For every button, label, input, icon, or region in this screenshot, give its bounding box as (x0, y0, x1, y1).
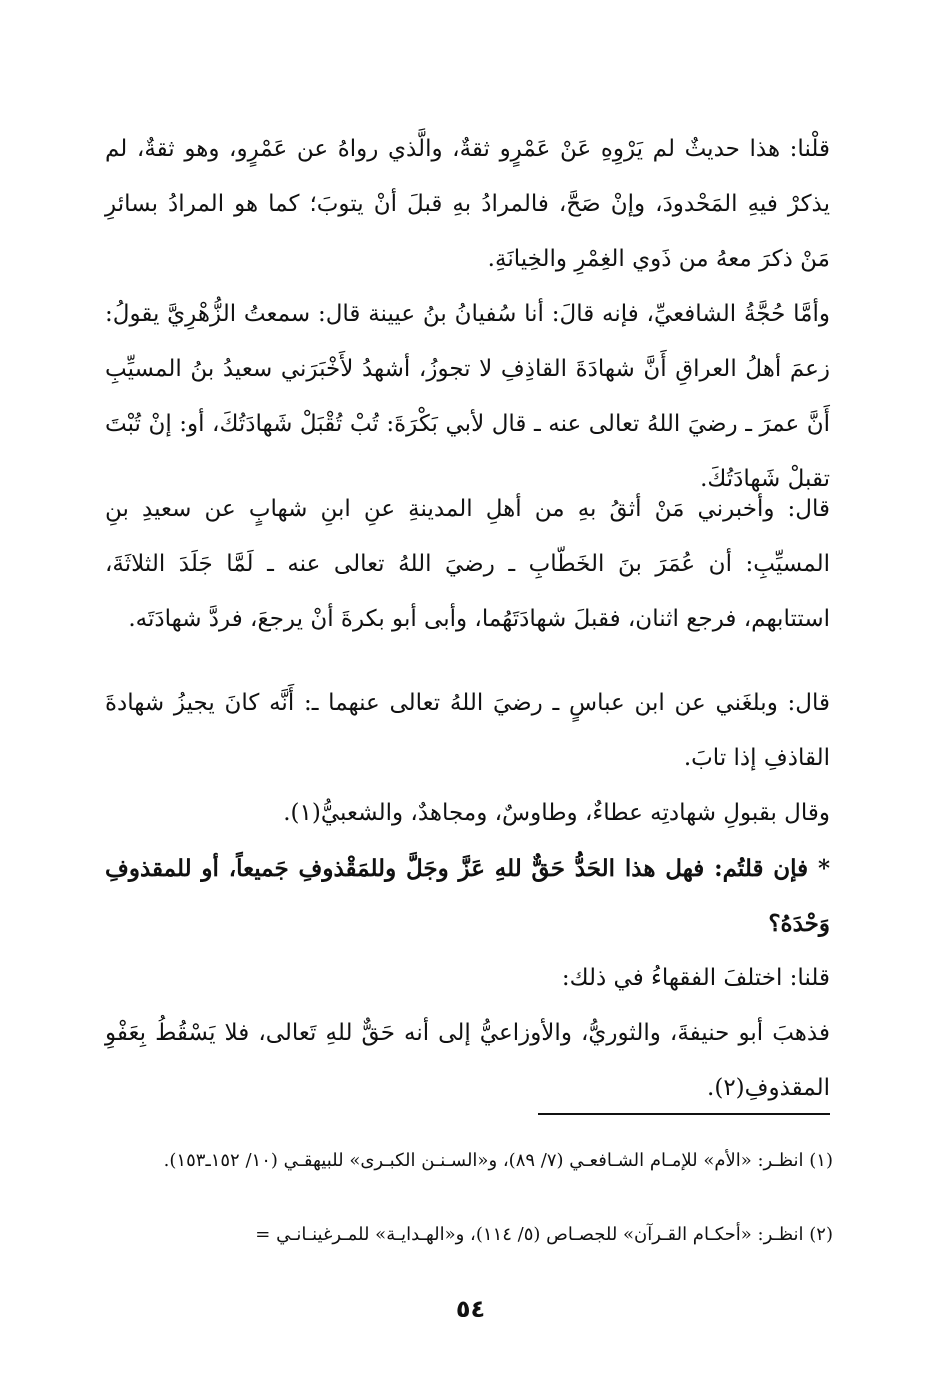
page-number: ٥٤ (455, 1295, 486, 1323)
footnote-1: (١) انظـر: «الأم» للإمـام الشـافعـي (٧/ ٨٩)، و«السـنـن الكبـرى» للبيهقـي (١٠/ ١٥٢ـ١٥٣). (163, 1150, 833, 1171)
paragraph-ibn-shihab-report: قال: وأخبرني مَنْ أثقُ بهِ من أهلِ المدينةِ عنِ ابنِ شهابٍ عن سعيدِ بنِ المسيِّبِ: أن عُمَرَ بنَ الخَطّابِ ـ رضيَ اللهُ تعالى عنه ـ لَمَّا جَلَدَ الثلاثَةَ، استتابهم، فرجع اثنان، فقبلَ شهادَتَهُما، وأبى أبو بكرةَ أنْ يرجعَ، فردَّ شهادَتَه. (105, 496, 830, 632)
paragraph-scholars-list: وقال بقبولِ شهادتِه عطاءٌ، وطاوسٌ، ومجاهدٌ، والشعبيُّ(١). (283, 800, 830, 826)
paragraph-reply-hadith: قلْنا: هذا حديثٌ لم يَرْوِهِ عَنْ عَمْرٍو ثقةٌ، والَّذي رواهُ عن عَمْرٍو، وهو ثقةٌ، لم يذكرْ فيهِ المَحْدودَ، وإنْ صَحَّ، فالمرادُ بهِ قبلَ أنْ يتوبَ؛ كما هو المرادُ بسائرِ مَنْ ذكرَ معهُ من ذَوي الغِمْرِ والخِيانَةِ. (105, 136, 830, 272)
paragraph-shafii-argument: وأمَّا حُجَّةُ الشافعيِّ، فإنه قالَ: أنا سُفيانُ بنُ عيينة قال: سمعتُ الزُّهْرِيَّ يقولُ: زعمَ أهلُ العراقِ أَنَّ شهادَةَ القاذِفِ لا تجوزُ، أشهدُ لأَخْبَرَني سعيدُ بنُ المسيِّبِ أَنَّ عمرَ ـ رضيَ اللهُ تعالى عنه ـ قال لأبي بَكْرَةَ: تُبْ تُقْبَلْ شَهادَتُكَ، أو: إنْ تُبْتَ تقبلْ شَهادَتُكَ. (105, 301, 830, 492)
paragraph-ibn-abbas-report: قال: وبلغَني عن ابن عباسٍ ـ رضيَ اللهُ تعالى عنهما ـ: أَنَّه كانَ يجيزُ شهادةَ القاذفِ إذا تابَ. (105, 690, 830, 771)
paragraph-question: * فإن قلتُم: فهل هذا الحَدُّ حَقٌّ للهِ عَزَّ وجَلَّ وللمَقْذوفِ جَميعاً، أو للمقذوفِ وَحْدَهُ؟ (105, 855, 830, 937)
footnote-2: (٢) انظـر: «أحكـام القـرآن» للجصـاص (٥/ ١١٤)، و«الهـدايـة» للمـرغينـانـي = (255, 1224, 833, 1245)
paragraph-hanafi-view: فذهبَ أبو حنيفةَ، والثوريُّ، والأوزاعيُّ إلى أنه حَقٌّ للهِ تَعالى، فلا يَسْقُطُ بِعَفْوِ المقذوفِ(٢). (105, 1020, 830, 1101)
footnote-divider (538, 1113, 830, 1115)
paragraph-fuqaha-disagreement: قلنا: اختلفَ الفقهاءُ في ذلك: (561, 965, 830, 991)
